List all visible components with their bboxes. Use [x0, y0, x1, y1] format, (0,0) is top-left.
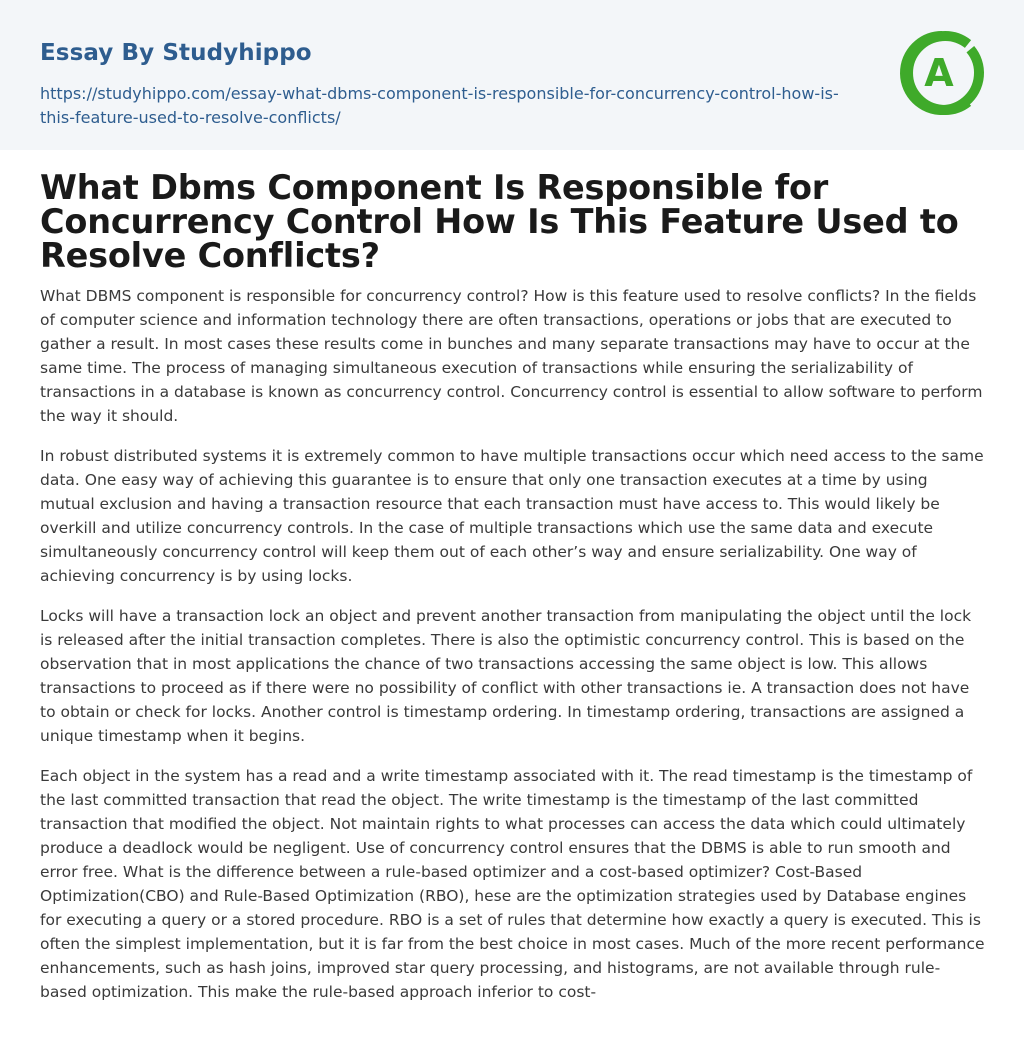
essay-url-link[interactable]: https://studyhippo.com/essay-what-dbms-component-is-responsible-for-concurrency-control-how-is-this-feature-used-to-resolve-conflicts/ [40, 84, 839, 127]
logo-letter: A [924, 51, 954, 95]
circle-a-logo-icon[interactable] [896, 28, 988, 118]
essay-paragraph: In robust distributed systems it is extremely common to have multiple transactions occur which need access to the same data. One easy way of achieving this guarantee is to ensure that only one transaction executes at a time by using mutual exclusion and having a transaction resource that each transaction must have access to. This would likely be overkill and utilize concurrency controls. In the case of multiple transactions which use the same data and execute simultaneously concurrency control will keep them out of each other’s way and ensure serializability. One way of achieving concurrency is by using locks. [40, 447, 984, 585]
essay-title: What Dbms Component Is Responsible for Concurrency Control How Is This Feature Used to Resolve Conflicts? [40, 168, 959, 275]
essay-paragraph: What DBMS component is responsible for concurrency control? How is this feature used to resolve conflicts? In the fields of computer science and information technology there are often transactions, operations or jobs that are executed to gather a result. In most cases these results come in bunches and many separate transactions may have to occur at the same time. The process of managing simultaneous execution of transactions while ensuring the serializability of transactions in a database is known as concurrency control. Concurrency control is essential to allow software to perform the way it should. [40, 287, 983, 425]
site-header [0, 0, 1024, 150]
essay-body [40, 284, 985, 1020]
essay-paragraph: Each object in the system has a read and a write timestamp associated with it. The read timestamp is the timestamp of the last committed transaction that read the object. The write timestamp is the timestamp of the last committed transaction that modified the object. Not maintain rights to what processes can access the data which could ultimately produce a deadlock would be negligent. Use of concurrency control ensures that the DBMS is able to run smooth and error free. What is the difference between a rule-based optimizer and a cost-based optimizer? Cost-Based Optimization(CBO) and Rule-Based Optimization (RBO), hese are the optimization strategies used by Database engines for executing a query or a stored procedure. RBO is a set of rules that determine how exactly a query is executed. This is often the simplest implementation, but it is far from the best choice in most cases. Much of the more recent performance enhancements, such as hash joins, improved star query processing, and histograms, are not available through rule-based optimization. This make the rule-based approach inferior to cost- [40, 767, 985, 1001]
essay-paragraph: Locks will have a transaction lock an object and prevent another transaction from manipulating the object until the lock is released after the initial transaction completes. There is also the optimistic concurrency control. This is based on the observation that in most applications the chance of two transactions accessing the same object is low. This allows transactions to proceed as if there were no possibility of conflict with other transactions ie. A transaction does not have to obtain or check for locks. Another control is timestamp ordering. In timestamp ordering, transactions are assigned a unique timestamp when it begins. [40, 607, 972, 745]
brand-title[interactable]: Essay By Studyhippo [40, 40, 312, 66]
